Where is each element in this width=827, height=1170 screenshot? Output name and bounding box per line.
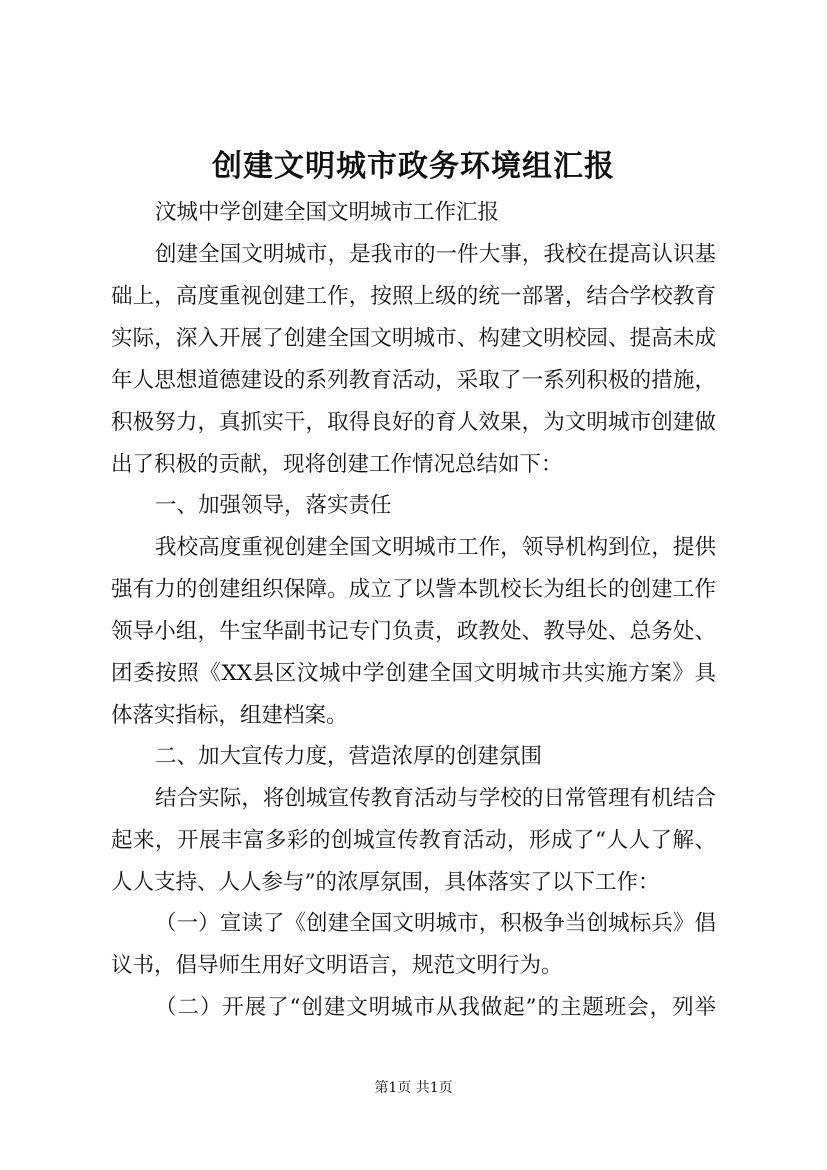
paragraph-line: 结合实际，将创城宣传教育活动与学校的日常管理有机结合 [155,786,716,811]
document-title: 创建文明城市政务环境组汇报 [212,149,615,184]
paragraph-line: 领导小组，牛宝华副书记专门负责，政教处、教导处、总务处、 [111,619,716,644]
section-heading-1: 一、加强领导，落实责任 [155,493,392,518]
paragraph-line: 人人支持、人人参与”的浓厚氛围，具体落实了以下工作： [111,870,660,895]
page-footer: 第1页 共1页 [374,1080,453,1096]
list-item-line: （一）宣读了《创建全国文明城市，积极争当创城标兵》倡 [155,911,716,936]
paragraph-line: 我校高度重视创建全国文明城市工作，领导机构到位，提供 [155,535,716,560]
paragraph-line: 强有力的创建组织保障。成立了以訾本凯校长为组长的创建工作 [111,577,716,602]
list-item-line: 议书，倡导师生用好文明语言，规范文明行为。 [111,953,563,978]
list-item-line: （二）开展了“创建文明城市从我做起”的主题班会，列举 [155,995,716,1020]
paragraph-line: 出了积极的贡献，现将创建工作情况总结如下： [111,452,563,477]
paragraph-line: 团委按照《XX县区汶城中学创建全国文明城市共实施方案》具 [111,661,716,686]
paragraph-line: 积极努力，真抓实干，取得良好的育人效果，为文明城市创建做 [111,410,716,435]
paragraph-line: 创建全国文明城市，是我市的一件大事，我校在提高认识基 [155,242,716,267]
paragraph-line: 年人思想道德建设的系列教育活动，采取了一系列积极的措施， [111,368,716,393]
paragraph-line: 体落实指标，组建档案。 [111,703,348,728]
section-heading-2: 二、加大宣传力度，营造浓厚的创建氛围 [155,744,543,769]
paragraph-line: 实际，深入开展了创建全国文明城市、构建文明校园、提高未成 [111,326,716,351]
paragraph-line: 起来，开展丰富多彩的创城宣传教育活动，形成了“人人了解、 [111,828,716,853]
paragraph-line: 础上，高度重视创建工作，按照上级的统一部署，结合学校教育 [111,284,716,309]
subtitle-line: 汶城中学创建全国文明城市工作汇报 [155,200,500,225]
